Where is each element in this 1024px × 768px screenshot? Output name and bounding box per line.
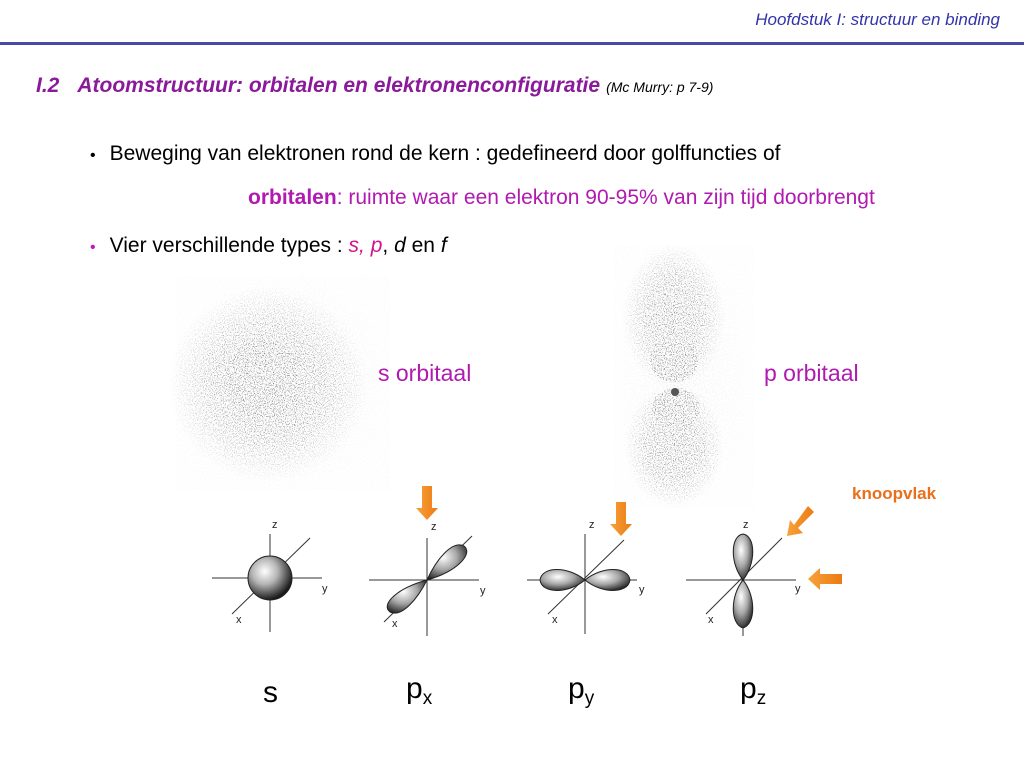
bullet-icon: • (90, 147, 96, 164)
node-arrow-py (610, 502, 632, 536)
axis-z-label: z (272, 519, 278, 531)
axis-y-label: y (795, 583, 801, 595)
orbital-name-py: $p_y$ (568, 672, 595, 709)
pz-orbital-diagram (686, 534, 796, 636)
types-prefix: Vier verschillende types : (109, 234, 349, 257)
p-orbital-label: p orbitaal (764, 360, 859, 386)
type-s: s, (348, 234, 365, 257)
orbital-name-px: $p_x$ (406, 672, 433, 709)
py-orbital-diagram (527, 534, 637, 634)
type-separator: , (382, 234, 389, 257)
type-p: p (370, 234, 383, 257)
axis-x-label: x (236, 614, 242, 626)
section-title-text: Atoomstructuur: orbitalen en elektronenconfiguratie (77, 74, 601, 97)
px-orbital-diagram (369, 536, 479, 636)
axis-z-label: z (431, 521, 437, 533)
definition-term: orbitalen (248, 186, 337, 209)
axis-y-label: y (322, 583, 328, 595)
axis-y-label: y (639, 584, 645, 596)
bullet-text: Beweging van elektronen rond de kern : gedefineerd door golffuncties of (109, 142, 781, 165)
definition-text: : ruimte waar een elektron 90-95% van zijn tijd doorbrengt (336, 186, 875, 209)
types-and: en (411, 234, 435, 257)
header-title: Hoofdstuk I: structuur en binding (755, 10, 1000, 29)
section-number: I.2 (36, 74, 60, 97)
axis-z-label: z (589, 519, 595, 531)
type-f: f (440, 234, 447, 257)
axis-x-label: x (392, 618, 398, 630)
axis-x-label: x (708, 614, 714, 626)
node-arrow-pz-diagonal (787, 506, 814, 536)
node-arrow-px (416, 486, 438, 520)
type-d: d (394, 234, 406, 257)
orbital-name-pz: $p_z$ (740, 672, 767, 709)
node-arrow-pz-horizontal (808, 568, 842, 590)
section-reference: (Mc Murry: p 7-9) (606, 79, 714, 95)
bullet-icon: • (90, 239, 96, 256)
axis-x-label: x (552, 614, 558, 626)
axis-y-label: y (480, 585, 486, 597)
orbital-name-s: s (263, 676, 278, 709)
s-orbital-label: s orbitaal (378, 360, 472, 386)
s-orbital-diagram (212, 534, 322, 632)
node-plane-label: knoopvlak (852, 484, 937, 503)
axis-z-label: z (743, 519, 749, 531)
